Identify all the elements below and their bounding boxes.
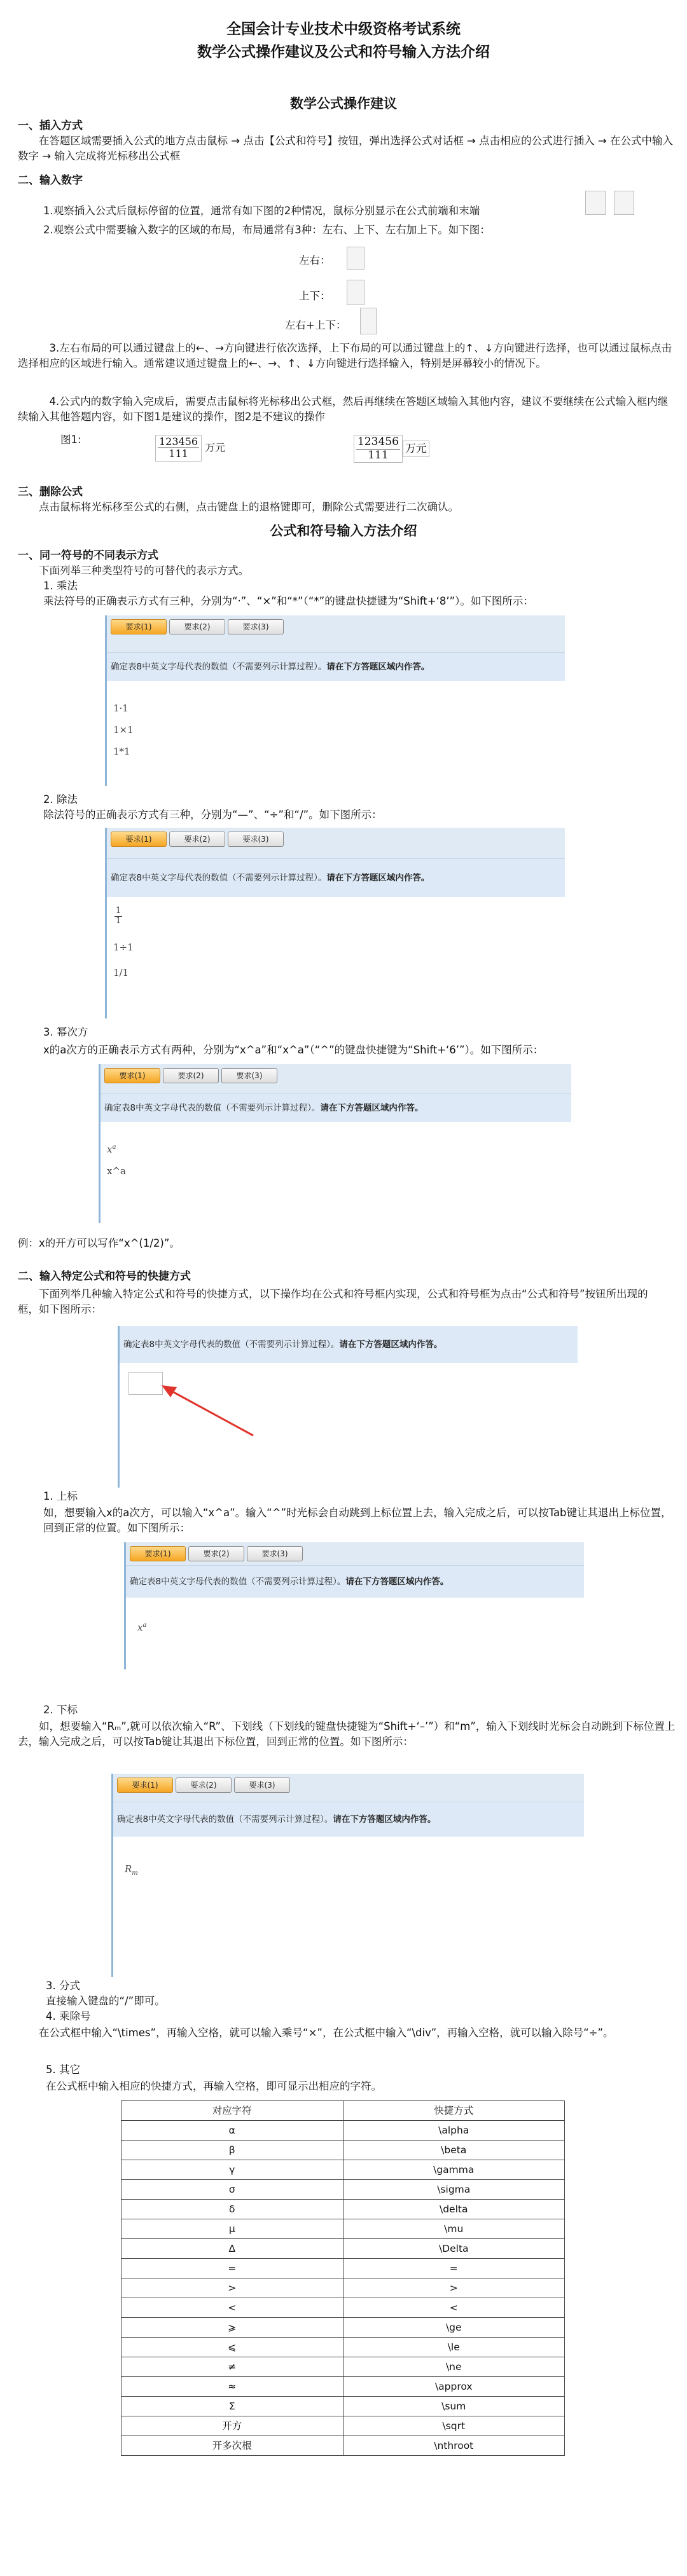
tab-req-2[interactable]: 要求(2) — [163, 1068, 219, 1083]
table-cell-shortcut: < — [343, 2298, 565, 2318]
layout-lrud-icon — [360, 308, 377, 334]
fig2-formula: $\frac{123456}{111}$ 万元 — [354, 435, 429, 463]
table-cell-char: Δ — [121, 2239, 344, 2259]
table-cell-char: σ — [121, 2180, 344, 2200]
table-cell-shortcut: \Delta — [343, 2239, 565, 2259]
tab-req-1[interactable]: 要求(1) — [111, 619, 167, 634]
table-cell-shortcut: \le — [343, 2338, 565, 2357]
table-cell-char: ⩾ — [121, 2318, 344, 2338]
layout-lr-icon — [347, 247, 364, 270]
div-heading: 2. 除法 — [43, 793, 78, 805]
table-row — [121, 2121, 565, 2141]
tab-req-1[interactable]: 要求(1) — [104, 1068, 160, 1083]
shortcut-table — [121, 2100, 565, 2456]
question-bar: 确定表8中英文字母代表的数值（不需要列示计算过程）。请在下方答题区域内作答。 — [107, 653, 565, 681]
table-cell-shortcut: \ne — [343, 2357, 565, 2377]
table-cell-shortcut: \approx — [343, 2377, 565, 2397]
div-text: 除法符号的正确表示方式有三种，分别为“—”、“÷”和“/”。如下图所示： — [43, 809, 382, 821]
table-cell-shortcut: \ge — [343, 2318, 565, 2338]
tab-req-3[interactable]: 要求(3) — [228, 619, 284, 634]
frac-text: 直接输入键盘的“/”即可。 — [46, 1995, 165, 2007]
layout-lrud-label: 左右+上下： — [285, 319, 347, 331]
tab-req-2[interactable]: 要求(2) — [169, 619, 225, 634]
layout-ud-label: 上下： — [299, 290, 331, 302]
layout-ud-icon — [347, 280, 364, 305]
div-fraction: $\frac{1}{1}$ — [116, 906, 121, 926]
table-row — [121, 2200, 565, 2219]
tab-req-2[interactable]: 要求(2) — [169, 832, 225, 847]
other-heading: 5. 其它 — [46, 2064, 80, 2076]
table-row — [121, 2278, 565, 2298]
tab-req-2[interactable]: 要求(2) — [176, 1778, 232, 1793]
pow-text: x的a次方的正确表示方式有两种，分别为“x^a”和“x^a”（“^”的键盘快捷键为“Shift+‘6’”）。如下图所示： — [43, 1044, 544, 1056]
other-text: 在公式框中输入相应的快捷方式，再输入空格，即可显示出相应的字符。 — [46, 2080, 382, 2092]
layout-lr-label: 左右： — [299, 254, 331, 266]
table-row — [121, 2160, 565, 2180]
sub-heading: 2. 下标 — [43, 1704, 78, 1716]
pow-caret: x^a — [107, 1165, 126, 1177]
tab-req-3[interactable]: 要求(3) — [221, 1068, 277, 1083]
sub-text: 如，想要输入“Rₘ”,就可以依次输入“R”、下划线（下划线的键盘快捷键为“Shift+‘–’”）和“m”，输入下划线时光标会自动跳到下标位置上去，输入完成之后，可以按Tab键让其退出下标位置，回到正常的位置。如下图所示： — [18, 1720, 676, 1748]
question-bar: 确定表8中英文字母代表的数值（不需要列示计算过程）。请在下方答题区域内作答。 — [120, 1326, 578, 1363]
pow-screenshot — [99, 1064, 571, 1223]
table-cell-shortcut: \sum — [343, 2397, 565, 2416]
table-cell-char: ≠ — [121, 2357, 344, 2377]
mul-text: 乘法符号的正确表示方式有三种，分别为“·”、“×”和“*”（“*”的键盘快捷键为“Shift+‘8’”）。如下图所示： — [43, 595, 534, 607]
doc-subtitle: 数学公式操作建议及公式和符号输入方法介绍 — [197, 44, 490, 60]
muldiv-text: 在公式框中输入“\times”，再输入空格，就可以输入乘号“×”，在公式框中输入“\div”，再输入空格，就可以输入除号“÷”。 — [39, 2027, 614, 2039]
col-header-char: 对应字符 — [121, 2101, 344, 2121]
heading-delete: 三、删除公式 — [18, 486, 83, 498]
heading-input: 二、输入数字 — [18, 174, 83, 187]
table-header-row — [121, 2101, 565, 2121]
table-cell-char: ⩽ — [121, 2338, 344, 2357]
input-step-1: 1.观察插入公式后鼠标停留的位置，通常有如下图的2种情况，鼠标分别显示在公式前端和末端 — [43, 205, 480, 217]
sub-screenshot — [111, 1774, 584, 1977]
input-step-3: 3.左右布局的可以通过键盘上的←、→方向键进行依次选择，上下布局的可以通过键盘上的↑、↓方向键进行选择，也可以通过鼠标点击选择相应的区域进行输入。通常建议通过键盘上的←、→、↑、↓方向键进行选择输入，特别是屏幕较小的情况下。 — [18, 342, 672, 369]
fig1-label: 图1: — [60, 434, 81, 446]
table-cell-char: Σ — [121, 2397, 344, 2416]
fig1-unit: 万元 — [205, 441, 226, 454]
fig1-formula: $\frac{123456}{111}$ 万元 — [155, 435, 225, 462]
div-line-2: 1÷1 — [113, 942, 134, 953]
sup-text: 如，想要输入x的a次方，可以输入“x^a”。输入“^”时光标会自动跳到上标位置上去，输入完成之后，可以按Tab键让其退出上标位置，回到正常的位置。如下图所示： — [43, 1507, 672, 1534]
div-line-3: 1/1 — [113, 967, 129, 978]
table-cell-char: μ — [121, 2219, 344, 2239]
mul-screenshot — [105, 615, 565, 786]
question-bar: 确定表8中英文字母代表的数值（不需要列示计算过程）。请在下方答题区域内作答。 — [107, 859, 565, 897]
table-cell-char: α — [121, 2121, 344, 2141]
table-row — [121, 2338, 565, 2357]
table-cell-char: = — [121, 2259, 344, 2278]
table-cell-char: 开多次根 — [121, 2436, 344, 2456]
table-cell-shortcut: \sqrt — [343, 2416, 565, 2436]
input-step-4: 4.公式内的数字输入完成后，需要点击鼠标将光标移出公式框，然后再继续在答题区域输入其他内容，建议不要继续在公式输入框内继续输入其他答题内容，如下图1是建议的操作，图2是不建议的操作 — [18, 395, 669, 423]
table-row — [121, 2298, 565, 2318]
table-row — [121, 2219, 565, 2239]
pow-heading: 3. 幂次方 — [43, 1026, 88, 1038]
frac-heading: 3. 分式 — [46, 1980, 80, 1992]
table-row — [121, 2239, 565, 2259]
heading-shortcut: 二、输入特定公式和符号的快捷方式 — [18, 1270, 191, 1283]
mul-line-1: 1·1 — [113, 702, 128, 714]
tab-req-1[interactable]: 要求(1) — [130, 1546, 186, 1561]
tab-req-3[interactable]: 要求(3) — [228, 832, 284, 847]
table-row — [121, 2357, 565, 2377]
shortcut-text: 下面列举几种输入特定公式和符号的快捷方式，以下操作均在公式和符号框内实现，公式和符号框为点击“公式和符号”按钮所出现的框，如下图所示： — [18, 1288, 648, 1315]
same-intro: 下面列举三种类型符号的可替代的表示方式。 — [39, 565, 249, 577]
table-row — [121, 2377, 565, 2397]
table-row — [121, 2180, 565, 2200]
table-cell-char: < — [121, 2298, 344, 2318]
heading-same-symbol: 一、同一符号的不同表示方式 — [18, 549, 158, 562]
tab-req-3[interactable]: 要求(3) — [247, 1546, 303, 1561]
table-cell-char: δ — [121, 2200, 344, 2219]
delete-text: 点击鼠标将光标移至公式的右侧，点击键盘上的退格键即可，删除公式需要进行二次确认。 — [39, 501, 459, 513]
cursor-front-icon — [585, 191, 606, 215]
tab-req-2[interactable]: 要求(2) — [188, 1546, 244, 1561]
question-bar: 确定表8中英文字母代表的数值（不需要列示计算过程）。请在下方答题区域内作答。 — [101, 1094, 571, 1122]
table-row — [121, 2259, 565, 2278]
table-row — [121, 2436, 565, 2456]
heading-insert: 一、插入方式 — [18, 120, 83, 132]
tab-req-1[interactable]: 要求(1) — [111, 832, 167, 847]
mul-heading: 1. 乘法 — [43, 580, 78, 592]
table-cell-shortcut: \alpha — [343, 2121, 565, 2141]
table-row — [121, 2397, 565, 2416]
formula-box-screenshot — [118, 1326, 578, 1488]
arrow-icon — [158, 1383, 260, 1441]
table-cell-char: > — [121, 2278, 344, 2298]
tab-req-1[interactable]: 要求(1) — [117, 1778, 173, 1793]
div-screenshot — [105, 828, 565, 1018]
table-cell-shortcut: \beta — [343, 2141, 565, 2160]
fig2-unit: 万元 — [403, 441, 429, 457]
table-row — [121, 2141, 565, 2160]
sup-demo: $x^a$ — [137, 1622, 147, 1633]
section-title-input: 公式和符号输入方法介绍 — [270, 523, 417, 538]
mul-line-3: 1*1 — [113, 746, 130, 757]
table-cell-shortcut: = — [343, 2259, 565, 2278]
pow-superscript: $x^a$ — [107, 1144, 116, 1155]
table-cell-shortcut: \gamma — [343, 2160, 565, 2180]
table-cell-char: γ — [121, 2160, 344, 2180]
sup-heading: 1. 上标 — [43, 1490, 78, 1502]
table-row — [121, 2318, 565, 2338]
table-cell-shortcut: > — [343, 2278, 565, 2298]
input-step-2: 2.观察公式中需要输入数字的区域的布局，布局通常有3种：左右、上下、左右加上下。如下图： — [43, 224, 490, 236]
insert-text: 在答题区域需要插入公式的地方点击鼠标 → 点击【公式和符号】按钮，弹出选择公式对话框 → 点击相应的公式进行插入 → 在公式中输入数字 → 输入完成将光标移出公式框 — [18, 135, 673, 162]
sup-screenshot — [124, 1542, 584, 1669]
question-bar: 确定表8中英文字母代表的数值（不需要列示计算过程）。请在下方答题区域内作答。 — [126, 1566, 584, 1598]
sub-demo: $R_m$ — [125, 1863, 138, 1877]
pow-note: 例：x的开方可以写作“x^(1/2)”。 — [18, 1237, 180, 1249]
table-cell-char: ≈ — [121, 2377, 344, 2397]
mul-line-2: 1×1 — [113, 724, 134, 736]
table-cell-char: β — [121, 2141, 344, 2160]
section-title-operation: 数学公式操作建议 — [290, 96, 397, 111]
tab-req-3[interactable]: 要求(3) — [234, 1778, 290, 1793]
table-cell-shortcut: \sigma — [343, 2180, 565, 2200]
table-cell-shortcut: \delta — [343, 2200, 565, 2219]
cursor-end-icon — [614, 191, 634, 215]
table-cell-char: 开方 — [121, 2416, 344, 2436]
question-bar: 确定表8中英文字母代表的数值（不需要列示计算过程）。请在下方答题区域内作答。 — [113, 1802, 584, 1837]
doc-title: 全国会计专业技术中级资格考试系统 — [226, 21, 461, 38]
muldiv-heading: 4. 乘除号 — [46, 2010, 91, 2022]
table-cell-shortcut: \nthroot — [343, 2436, 565, 2456]
col-header-shortcut: 快捷方式 — [343, 2101, 565, 2121]
table-cell-shortcut: \mu — [343, 2219, 565, 2239]
table-row — [121, 2416, 565, 2436]
